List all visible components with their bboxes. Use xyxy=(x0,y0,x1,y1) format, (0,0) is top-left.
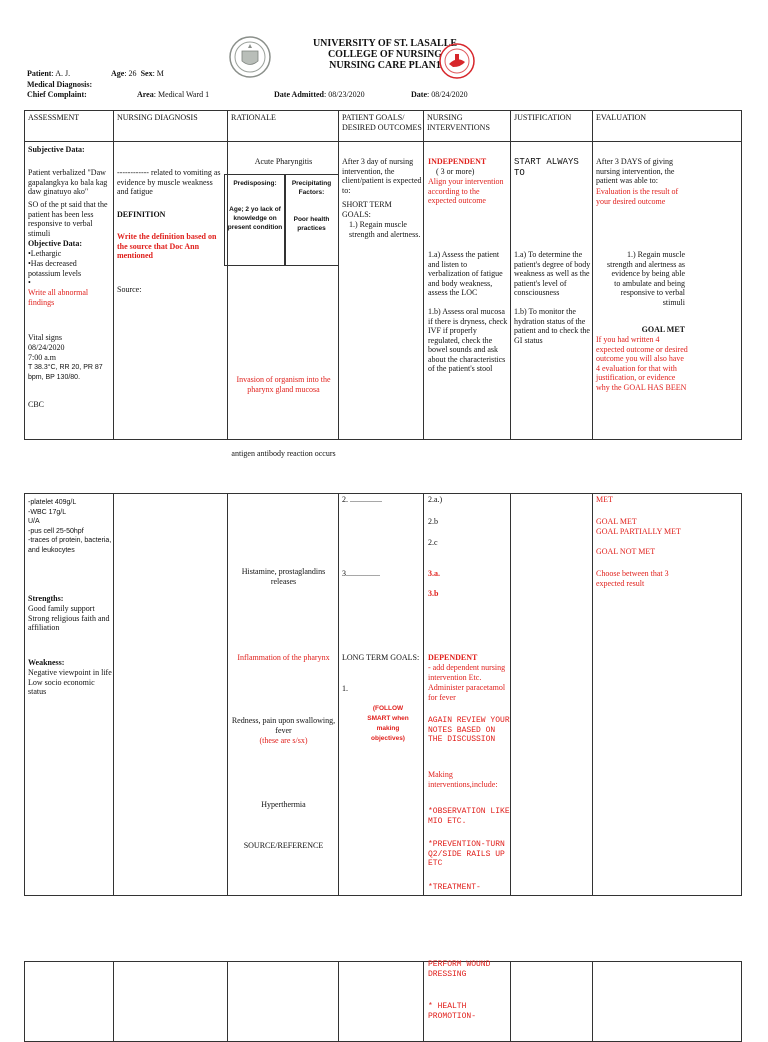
definition-note: Write the definition based on the source that Doc Ann mentioned xyxy=(117,232,217,260)
col-diagnosis: NURSING DIAGNOSIS xyxy=(114,111,228,142)
cbc-label: CBC xyxy=(28,400,45,409)
diagnosis-cell xyxy=(114,494,228,896)
weakness-title: Weakness: xyxy=(28,658,65,667)
objective-item: • xyxy=(28,278,31,287)
content-row xyxy=(25,142,742,440)
goals-cell xyxy=(339,142,424,440)
care-plan-table-page3 xyxy=(24,961,742,1042)
subjective-text: Patient verbalized "Daw gapalangkya ko bala kag daw ginatuyo ako" xyxy=(28,168,108,196)
observation-note: *OBSERVATION LIKE MIO ETC. xyxy=(428,807,510,826)
justification-cell xyxy=(511,494,593,896)
goals-cell xyxy=(339,962,424,1042)
rationale-cell xyxy=(227,142,339,458)
goal-partially-met-option: GOAL PARTIALLY MET xyxy=(596,527,681,536)
sex-value: : M xyxy=(152,69,164,78)
strengths-title: Strengths: xyxy=(28,594,64,603)
wound-dressing-note: PERFORM WOUND DRESSING xyxy=(428,960,491,979)
dependent-title: DEPENDENT xyxy=(428,653,478,662)
diagnosis-label: Medical Diagnosis xyxy=(27,80,90,89)
care-plan-table-page2 xyxy=(24,493,742,896)
intervention-2a: 2.a.) xyxy=(428,495,443,504)
date-value: : 08/24/2020 xyxy=(427,90,468,99)
precipitating-title: Precipitating Factors: xyxy=(291,180,332,196)
area-label: Area xyxy=(137,90,154,99)
evaluation-red-note: If you had written 4 expected outcome or desired outcome you will also have 4 evaluation for that with justification, or evidence why the GOAL HAS BEEN xyxy=(596,335,688,392)
vital-values: T 38.3°C, RR 20, PR 87 bpm, BP 130/80. xyxy=(28,364,103,381)
dependent-note: - add dependent nursing intervention Etc. xyxy=(428,663,506,682)
patient-name-row xyxy=(27,69,70,79)
vital-time: 7:00 a.m xyxy=(28,353,56,362)
col-rationale: RATIONALE xyxy=(228,111,339,142)
col-goals: PATIENT GOALS/ DESIRED OUTCOMES xyxy=(339,111,424,142)
goal-not-met-option: GOAL NOT MET xyxy=(596,547,656,556)
col-interventions: NURSING INTERVENTIONS xyxy=(424,111,511,142)
goals-cell xyxy=(339,494,424,896)
goal-3: 3................. xyxy=(342,569,380,578)
date-label: Date xyxy=(411,90,427,99)
prevention-note: *PREVENTION-TURN Q2/SIDE RAILS UP ETC xyxy=(428,840,505,868)
align-note: Align your intervention according to the expected outcome xyxy=(428,177,504,205)
histamine-text: Histamine, prostaglandins releases xyxy=(241,567,326,586)
precipitating-text: Poor health practices xyxy=(293,216,330,232)
assessment-cell xyxy=(25,142,114,440)
sx-note: (these are s/sx) xyxy=(259,736,308,745)
intervention-1b: 1.b) Assess oral mucosa if there is dryness, check IVF if properly regulated, check the bowel sounds and ask about the characteristics of the patient's stool xyxy=(428,307,508,373)
intervention-3b: 3.b xyxy=(428,589,439,598)
age-sex-row xyxy=(111,69,164,79)
goal-met-option: GOAL MET xyxy=(596,517,637,526)
smart-note: (FOLLOW SMART when making objectives) xyxy=(367,705,409,742)
header-row xyxy=(25,111,742,142)
age-value: : 26 xyxy=(124,69,137,78)
inflammation-text: Inflammation of the pharynx xyxy=(237,653,330,662)
chief-complaint-value: : xyxy=(84,90,87,99)
justification-start: START ALWAYS TO xyxy=(514,157,579,178)
independent-title: INDEPENDENT xyxy=(428,157,487,166)
intervention-3a: 3.a. xyxy=(428,569,440,578)
form-name: NURSING CARE PLAN1 xyxy=(329,60,441,71)
making-note: Making interventions,include: xyxy=(428,770,498,789)
goal-met-label: GOAL MET xyxy=(641,325,685,334)
care-plan-table-page1 xyxy=(24,110,742,458)
treatment-note: *TREATMENT- xyxy=(428,883,481,892)
evaluation-intro: After 3 DAYS of giving nursing intervention, the patient was able to: xyxy=(596,157,675,185)
sex-label: Sex xyxy=(140,69,153,78)
admitted-label: Date Admitted xyxy=(274,90,324,99)
interventions-cell xyxy=(424,962,511,1042)
content-row xyxy=(25,962,742,1042)
diagnosis-value: : xyxy=(89,80,93,89)
justification-1b: 1.b) To monitor the hydration status of the patient and to check the GI status xyxy=(514,307,590,345)
assessment-cell xyxy=(25,494,114,896)
justification-1a: 1.a) To determine the patient's degree of body weakness as well as the patient's level of consciousness xyxy=(514,250,591,297)
interventions-cell xyxy=(424,142,511,440)
col-assessment: ASSESSMENT xyxy=(25,111,114,142)
admitted-value: : 08/23/2020 xyxy=(324,90,365,99)
intervention-2c: 2.c xyxy=(428,538,438,547)
diagnosis-row xyxy=(27,80,92,90)
rationale-title: Acute Pharyngitis xyxy=(254,157,313,166)
strengths-text: Good family support Strong religious faith and affiliation xyxy=(28,604,110,632)
university-name: UNIVERSITY OF ST. LASALLE xyxy=(312,38,458,49)
vital-date: 08/24/2020 xyxy=(28,343,65,352)
patient-label: Patient xyxy=(27,69,52,78)
choose-note: Choose between that 3 expected result xyxy=(596,569,669,588)
evaluation-cell xyxy=(593,142,742,440)
interventions-cell xyxy=(424,494,511,896)
subjective-title: Subjective Data: xyxy=(28,145,85,154)
paracetamol-note: Administer paracetamol for fever xyxy=(428,683,506,702)
met-label: MET xyxy=(596,495,613,504)
content-row xyxy=(25,494,742,896)
evaluation-cell xyxy=(593,962,742,1042)
chief-complaint-label: Chief Complaint xyxy=(27,90,85,99)
precipitating-box xyxy=(284,174,339,266)
rationale-cell xyxy=(228,494,339,896)
area-value: : Medical Ward 1 xyxy=(153,90,210,99)
intervention-1a: 1.a) Assess the patient and listen to verbalization of fatigue and body weakness, assess the LOC xyxy=(428,250,503,297)
so-text: SO of the pt said that the patient has been less responsive to verbal stimuli xyxy=(28,200,108,238)
definition-title: DEFINITION xyxy=(117,210,166,219)
date-row xyxy=(411,90,468,100)
lab-results: -platelet 409g/L -WBC 17g/L U/A -pus cell 25-50hpf -traces of protein, bacteria, and leukocytes xyxy=(28,499,112,554)
intervention-2b: 2.b xyxy=(428,517,438,526)
source-reference: SOURCE/REFERENCE xyxy=(243,841,324,850)
predisposing-text: Age; 2 yo lack of knowledge on present condition xyxy=(227,206,283,231)
redness-text: Redness, pain upon swallowing, fever xyxy=(231,716,336,735)
college-name: COLLEGE OF NURSING xyxy=(327,49,443,60)
goal-2: 2. ................ xyxy=(342,495,382,504)
nursing-logo-icon xyxy=(438,42,476,80)
evaluation-cell xyxy=(593,494,742,896)
chief-complaint-row xyxy=(27,90,87,100)
col-evaluation: EVALUATION xyxy=(593,111,742,142)
area-row xyxy=(137,90,209,100)
vital-title: Vital signs xyxy=(28,333,62,342)
weakness-text: Negative viewpoint in life Low socio economic status xyxy=(28,668,112,696)
antigen-text: antigen antibody reaction occurs xyxy=(231,449,336,458)
long-term-title: LONG TERM GOALS: xyxy=(342,653,420,662)
university-seal-icon xyxy=(228,35,272,79)
justification-cell xyxy=(511,142,593,440)
assessment-cell xyxy=(25,962,114,1042)
patient-value: : A. J. xyxy=(51,69,71,78)
rationale-cell xyxy=(228,962,339,1042)
col-justification: JUSTIFICATION xyxy=(511,111,593,142)
three-or-more: ( 3 or more) xyxy=(436,167,475,176)
age-label: Age xyxy=(111,69,125,78)
abnormal-note: Write all abnormal findings xyxy=(28,288,89,307)
short-term-goal-1: 1.) Regain muscle strength and alertness. xyxy=(349,220,421,239)
admitted-row xyxy=(274,90,365,100)
evaluation-1: 1.) Regain muscle strength and alertness as evidence by being able to ambulate and being responsive to verbal stimuli xyxy=(607,250,685,307)
source-label: Source: xyxy=(117,285,142,294)
evaluation-note: Evaluation is the result of your desired outcome xyxy=(596,187,679,206)
goals-intro: After 3 day of nursing intervention, the client/patient is expected to: xyxy=(342,157,422,195)
invasion-text: Invasion of organism into the pharynx gland mucosa xyxy=(236,375,331,394)
diagnosis-cell xyxy=(114,142,228,440)
objective-item: •Has decreased potassium levels xyxy=(28,259,82,278)
diagnosis-text: ------------ related to vomiting as evidence by muscle weakness and fatigue xyxy=(117,168,221,196)
objective-title: Objective Data: xyxy=(28,239,82,248)
health-promotion-note: * HEALTH PROMOTION- xyxy=(428,1002,477,1021)
short-term-title: SHORT TERM GOALS: xyxy=(342,200,392,219)
review-note: AGAIN REVIEW YOUR NOTES BASED ON THE DISCUSSION xyxy=(428,716,510,744)
diagnosis-cell xyxy=(114,962,228,1042)
objective-item: •Lethargic xyxy=(28,249,62,258)
hyperthermia-text: Hyperthermia xyxy=(261,800,306,809)
justification-cell xyxy=(511,962,593,1042)
predisposing-title: Predisposing: xyxy=(233,180,277,187)
long-term-goal-1: 1. xyxy=(342,684,348,693)
predisposing-box xyxy=(224,174,286,266)
